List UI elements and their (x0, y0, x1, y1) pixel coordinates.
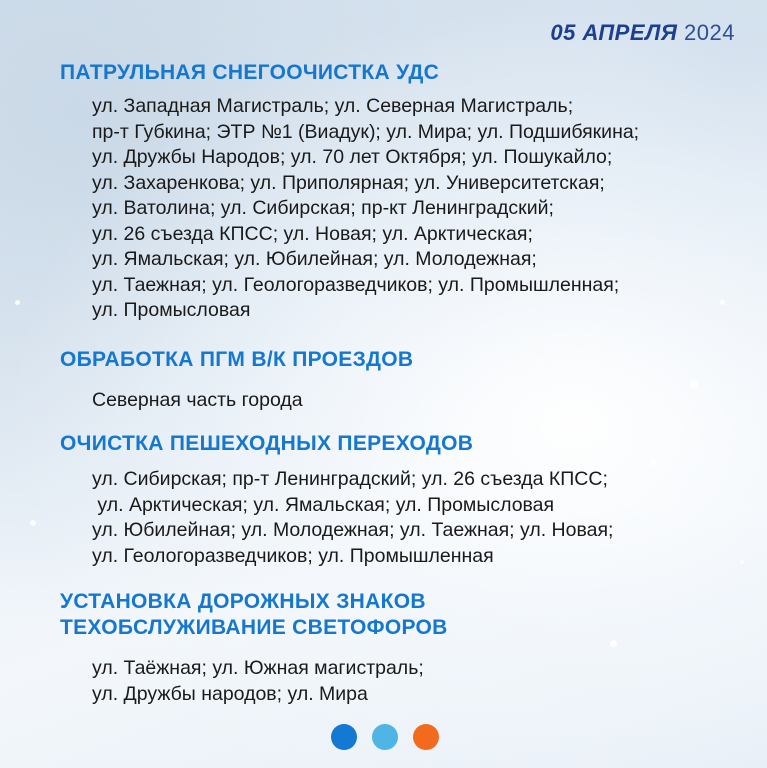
section-heading: ПАТРУЛЬНАЯ СНЕГООЧИСТКА УДС (60, 61, 440, 84)
street-line: ул. Юбилейная; ул. Молодежная; ул. Таежная; ул. Новая; (92, 519, 614, 541)
section-patrol-snow-cleaning (60, 60, 747, 324)
street-line: ул. Ватолина; ул. Сибирская; пр-кт Ленинградский; (92, 197, 554, 219)
street-line: ул. Таежная; ул. Геологоразведчиков; ул. Промышленная; (92, 273, 620, 296)
street-line: Северная часть города (92, 389, 303, 411)
street-line: ул. Западная Магистраль; ул. Северная Магистраль; (92, 95, 574, 117)
section-heading: ОЧИСТКА ПЕШЕХОДНЫХ ПЕРЕХОДОВ (60, 432, 474, 455)
street-line: ул. Ямальская; ул. Юбилейная; ул. Молодежная; (92, 248, 537, 270)
section-pgm-treatment (60, 347, 747, 414)
section-body (92, 467, 747, 569)
decorative-dots (331, 724, 439, 750)
orange-dot (413, 724, 439, 750)
section-heading-secondary: ТЕХОБСЛУЖИВАНИЕ СВЕТОФОРОВ (60, 616, 448, 639)
street-line: ул. Арктическая; ул. Ямальская; ул. Промысловая (92, 493, 555, 516)
street-line: ул. Захаренкова; ул. Приполярная; ул. Университетская; (92, 171, 605, 194)
section-body (92, 656, 747, 707)
street-line: ул. 26 съезда КПСС; ул. Новая; ул. Арктическая; (92, 222, 533, 245)
section-body (92, 94, 747, 324)
blue-dot (331, 724, 357, 750)
street-line: ул. Промысловая (92, 299, 251, 321)
date-label (550, 20, 735, 46)
section-crosswalk-cleaning (60, 431, 747, 569)
section-road-signs-traffic-lights (60, 589, 747, 707)
date-year: 2024 (684, 20, 735, 45)
date-day-month: 05 АПРЕЛЯ (550, 20, 678, 45)
street-line: ул. Геологоразведчиков; ул. Промышленная (92, 544, 494, 567)
light-blue-dot (372, 724, 398, 750)
street-line: пр-т Губкина; ЭТР №1 (Виадук); ул. Мира; ул. Подшибякина; (92, 120, 640, 143)
street-line: ул. Дружбы народов; ул. Мира (92, 682, 368, 705)
street-line: ул. Дружбы Народов; ул. 70 лет Октября; ул. Пошукайло; (92, 146, 613, 168)
section-heading: УСТАНОВКА ДОРОЖНЫХ ЗНАКОВ (60, 590, 426, 613)
street-line: ул. Таёжная; ул. Южная магистраль; (92, 657, 424, 679)
section-body (92, 388, 747, 414)
section-heading: ОБРАБОТКА ПГМ В/К ПРОЕЗДОВ (60, 348, 414, 371)
street-line: ул. Сибирская; пр-т Ленинградский; ул. 26 съезда КПСС; (92, 468, 608, 490)
